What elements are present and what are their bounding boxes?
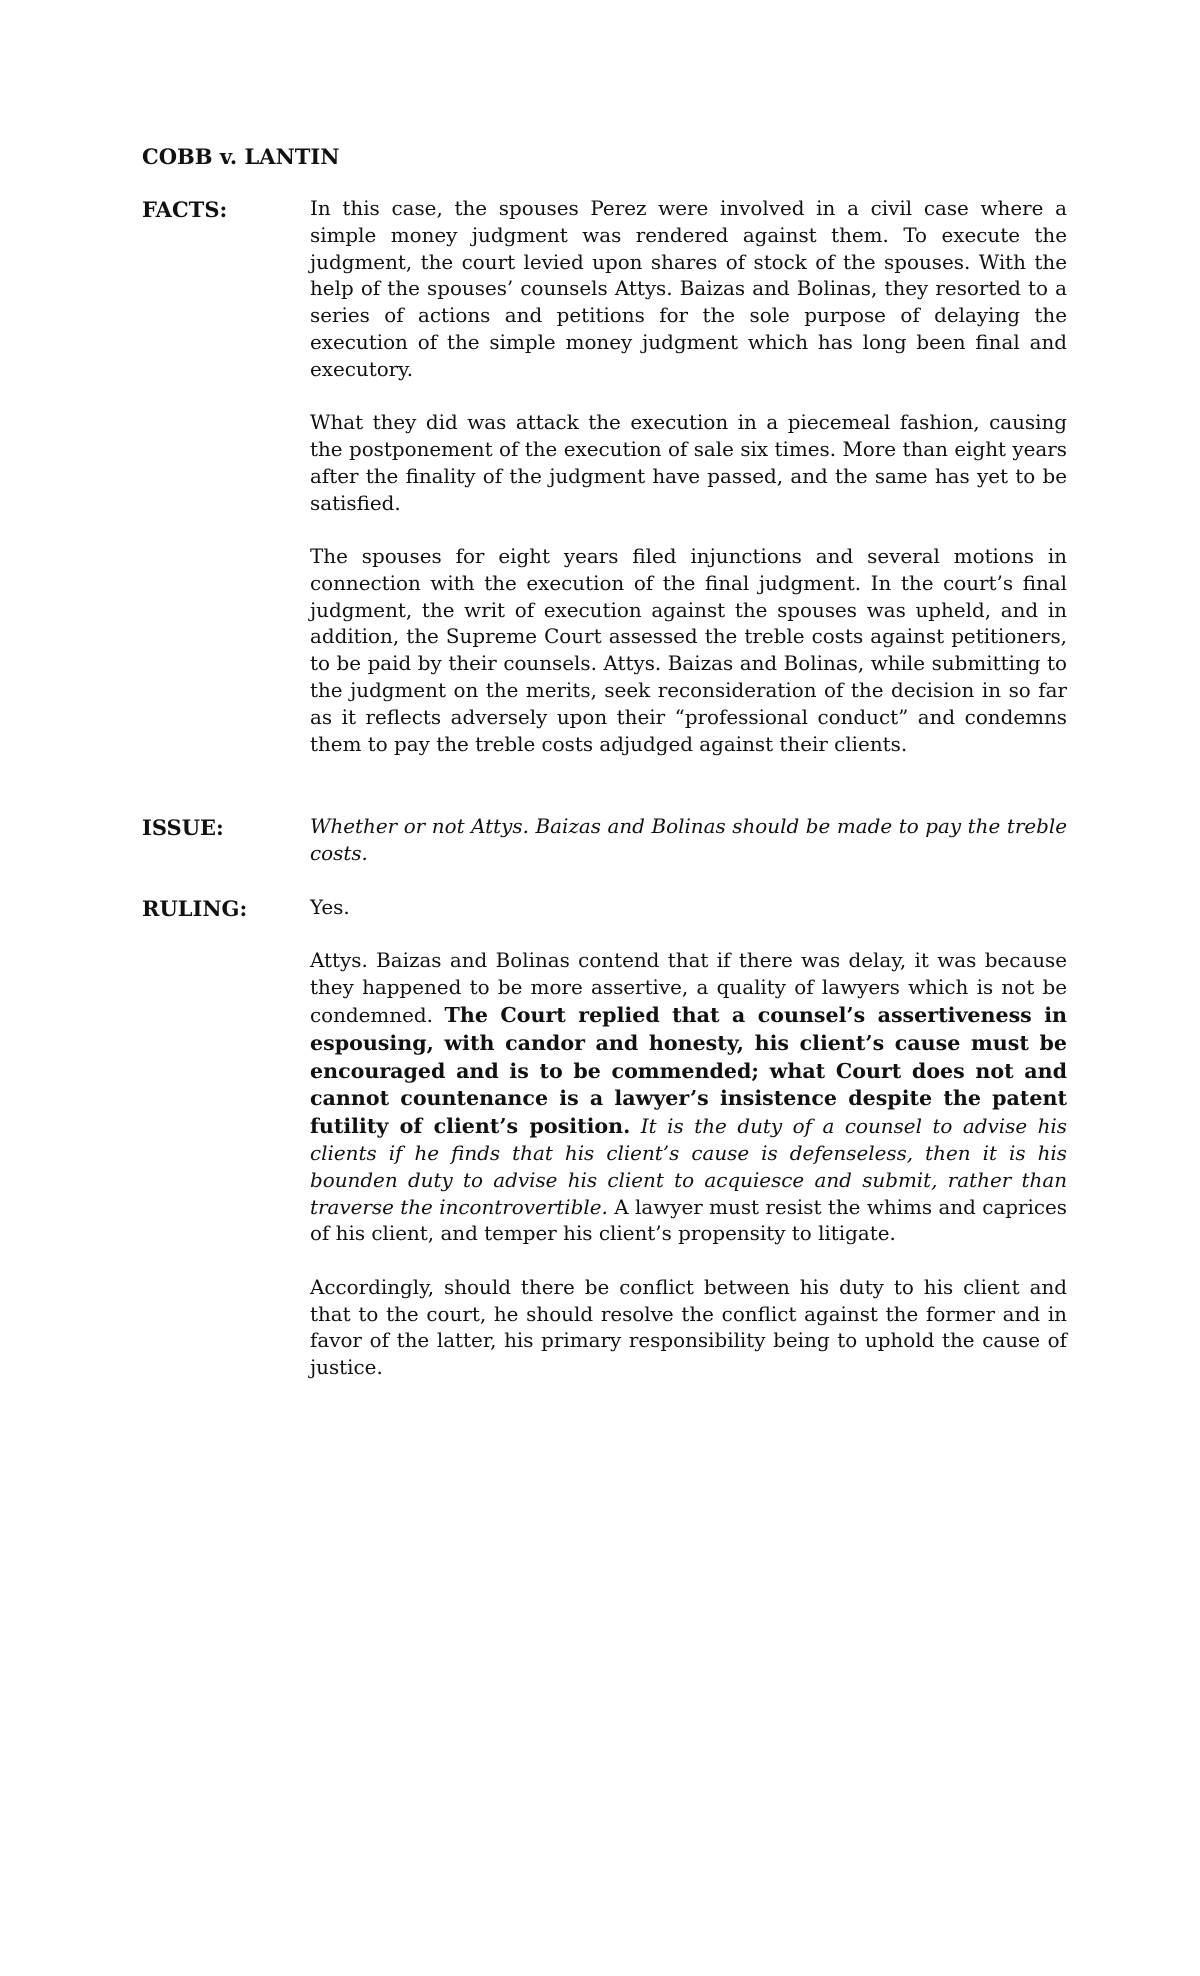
ruling-answer: Yes. xyxy=(310,896,350,919)
facts-body xyxy=(310,196,1067,758)
ruling-paragraph-1 xyxy=(310,948,1067,1248)
ruling-p1-plain: Attys. Baizas and Bolinas contend that if there was delay, it was because they happened to be more assertive, a quality of lawyers which is not be condemned. xyxy=(310,949,1067,1027)
case-title: COBB v. LANTIN xyxy=(142,144,340,169)
ruling-p1-italic: It is the duty of a counsel to advise his clients if he finds that his client’s cause is defenseless, then it is his bounden duty to advise his client to acquiesce and submit, rather than traverse the incontrovertible. xyxy=(310,1115,1067,1219)
issue-label: ISSUE: xyxy=(142,815,224,840)
facts-paragraph-1: In this case, the spouses Perez were involved in a civil case where a simple money judgment was rendered against them. To execute the judgment, the court levied upon shares of stock of the spouses. With the help of the spouses’ counsels Attys. Baizas and Bolinas, they resorted to a series of actions and petitions for the sole purpose of delaying the execution of the simple money judgment which has long been final and executory. xyxy=(310,197,1067,381)
ruling-p1-bold: The Court replied that a counsel’s assertiveness in espousing, with candor and honesty, his client’s cause must be encouraged and is to be commended; what Court does not and cannot countenance is a lawyer’s insistence despite the patent futility of client’s position. xyxy=(310,1002,1067,1139)
ruling-paragraph-2: Accordingly, should there be conflict between his duty to his client and that to the court, he should resolve the conflict against the former and in favor of the latter, his primary responsibility being to uphold the cause of justice. xyxy=(310,1275,1067,1380)
ruling-body xyxy=(310,895,1067,1382)
issue-text: Whether or not Attys. Baizas and Bolinas should be made to pay the treble costs. xyxy=(310,815,1067,865)
facts-paragraph-3: The spouses for eight years filed injunctions and several motions in connection with the execution of the final judgment. In the court’s final judgment, the writ of execution against the spouses was upheld, and in addition, the Supreme Court assessed the treble costs against petitioners, to be paid by their counsels. Attys. Baizas and Bolinas, while submitting to the judgment on the merits, seek reconsideration of the decision in so far as it reflects adversely upon their “professional conduct” and condemns them to pay the treble costs adjudged against their clients. xyxy=(310,544,1067,756)
ruling-label: RULING: xyxy=(142,896,248,921)
issue-body xyxy=(310,814,1067,868)
ruling-p1-tail: A lawyer must resist the whims and caprices of his client, and temper his client’s propensity to litigate. xyxy=(310,1195,1068,1246)
facts-paragraph-2: What they did was attack the execution in a piecemeal fashion, causing the postponement of the execution of sale six times. More than eight years after the finality of the judgment have passed, and the same has yet to be satisfied. xyxy=(310,411,1067,515)
facts-label: FACTS: xyxy=(142,197,228,222)
